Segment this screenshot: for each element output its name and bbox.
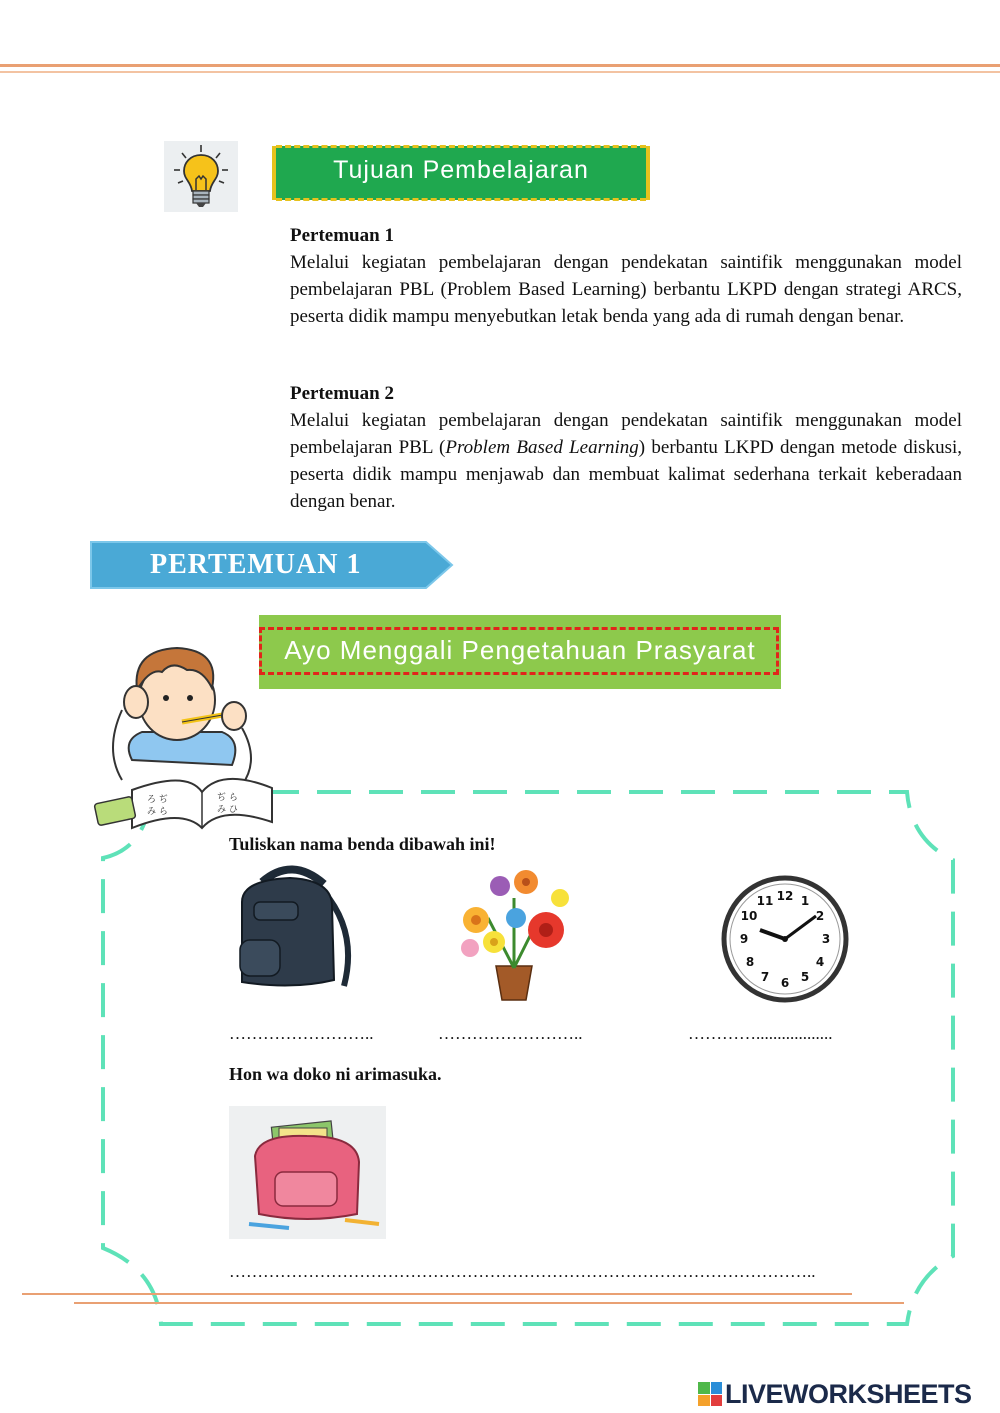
objective-1 <box>290 222 962 330</box>
svg-text:10: 10 <box>740 909 758 923</box>
objective-1-text: Melalui kegiatan pembelajaran dengan pendekatan saintifik menggunakan model pembelajaran PBL (Problem Based Learning) berbantu LKPD dengan strategi ARCS, peserta didik mampu menyebutkan letak benda yang ada di rumah dengan benar. <box>290 252 962 327</box>
brand-name: LIVEWORKSHEETS <box>725 1378 972 1409</box>
objective-2 <box>290 380 962 515</box>
header-line <box>0 64 1000 67</box>
wall-clock-image <box>720 874 850 1004</box>
tujuan-banner <box>272 146 650 200</box>
svg-text:9: 9 <box>739 932 749 946</box>
svg-text:5: 5 <box>800 970 810 984</box>
header-line-light <box>0 71 1000 73</box>
pertemuan-label: PERTEMUAN 1 <box>150 549 362 580</box>
answer-blank-3[interactable]: ………….................. <box>688 1024 833 1043</box>
svg-text:4: 4 <box>815 955 825 969</box>
objective-2-text: Melalui kegiatan pembelajaran dengan pendekatan saintifik menggunakan model pembelajaran PBL (Problem Based Learning) berbantu LKPD dengan metode diskusi, peserta didik mampu menjawab dan membuat kalimat sederhana terkait keberadaan dengan benar. <box>290 410 962 512</box>
pink-backpack-image <box>229 1106 386 1239</box>
answer-blank-4[interactable]: ………………………………………………………………………………………….. <box>229 1262 816 1281</box>
svg-text:ろ ぢ: ろ ぢ <box>147 795 168 805</box>
svg-text:ぢ ら: ぢ ら <box>217 793 238 803</box>
boy-studying-illustration <box>92 640 282 835</box>
backpack-image <box>232 862 356 990</box>
svg-text:み ひ: み ひ <box>217 805 238 815</box>
footer-line-2 <box>74 1302 904 1304</box>
svg-text:8: 8 <box>745 955 755 969</box>
flower-bouquet-image <box>448 858 580 1004</box>
svg-text:12: 12 <box>776 889 794 903</box>
footer-line <box>22 1293 852 1295</box>
svg-text:1: 1 <box>800 894 810 908</box>
pertemuan-banner <box>90 541 454 589</box>
ayo-title: Ayo Menggali Pengetahuan Prasyarat <box>284 635 756 665</box>
objective-2-heading: Pertemuan 2 <box>290 383 394 404</box>
answer-blank-1[interactable]: …………………….. <box>229 1024 374 1043</box>
tujuan-title: Tujuan Pembelajaran <box>333 156 589 184</box>
question-1-title: Tuliskan nama benda dibawah ini! <box>229 834 496 854</box>
ayo-banner <box>259 615 781 689</box>
svg-text:6: 6 <box>780 976 790 990</box>
question-2-title: Hon wa doko ni arimasuka. <box>229 1064 442 1084</box>
lightbulb-icon <box>164 141 238 212</box>
liveworksheets-logo <box>698 1379 972 1409</box>
svg-text:2: 2 <box>815 909 825 923</box>
svg-text:み ら: み ら <box>147 807 168 817</box>
svg-text:3: 3 <box>821 932 831 946</box>
objective-1-heading: Pertemuan 1 <box>290 225 394 246</box>
liveworksheets-badge-icon <box>698 1382 722 1406</box>
svg-text:11: 11 <box>756 894 774 908</box>
svg-text:7: 7 <box>760 970 770 984</box>
answer-blank-2[interactable]: …………………….. <box>438 1024 583 1043</box>
